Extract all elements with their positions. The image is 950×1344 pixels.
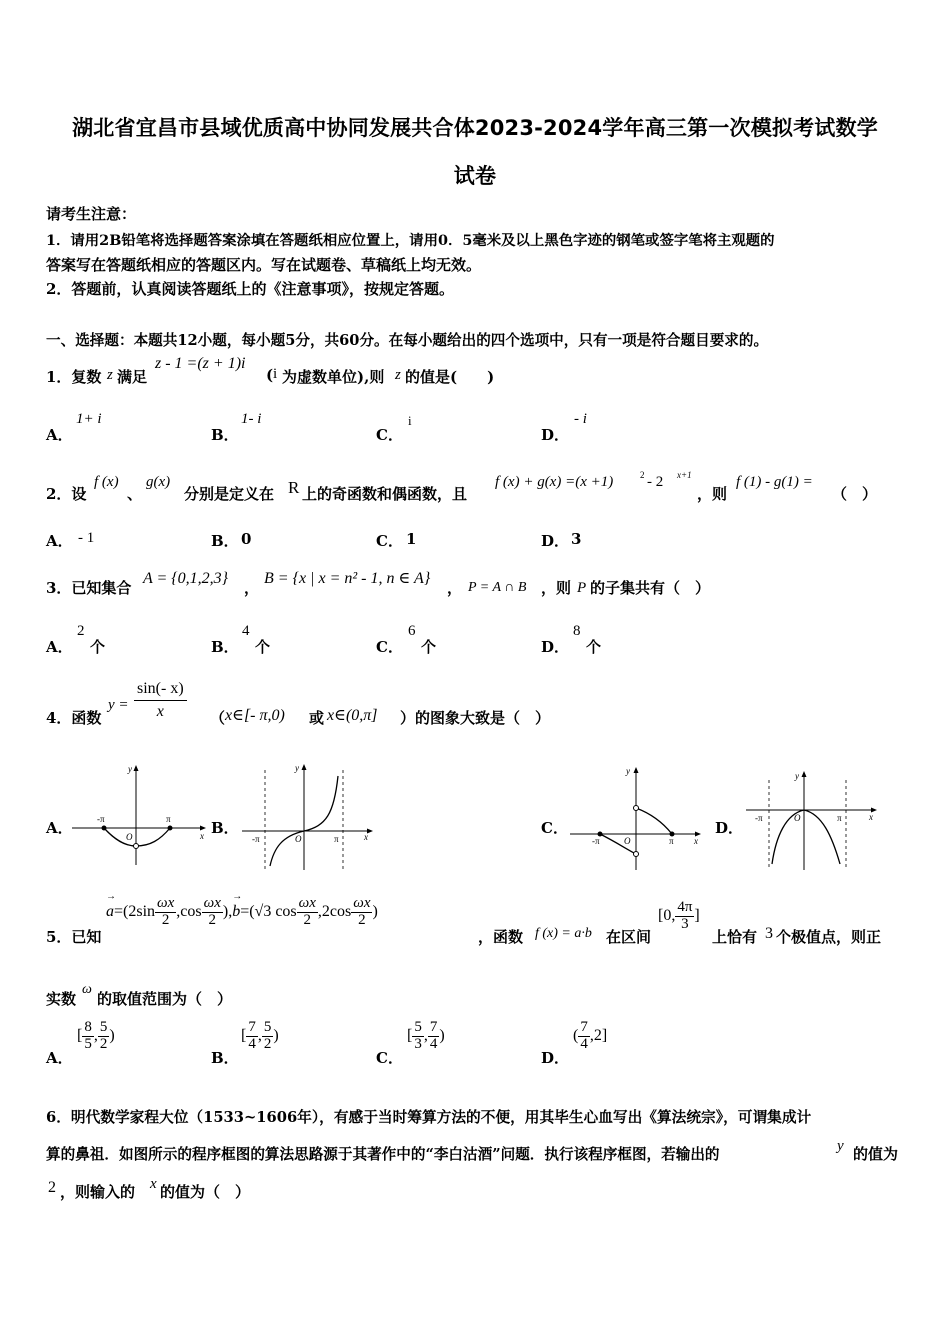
graph-b-x-label: x	[364, 832, 368, 842]
q2-gx: g(x)	[146, 474, 171, 490]
graph-a-point-right	[168, 826, 173, 831]
q1-var-z: z	[107, 367, 113, 383]
q2-ask: f (1) - g(1) =	[736, 474, 813, 490]
q5-int-l: [0,	[658, 907, 676, 925]
q3-comma: ，	[244, 579, 260, 597]
q4-graph-c	[566, 762, 706, 874]
graph-d-negpi-label: -π	[755, 813, 763, 823]
graph-a-pi-label: π	[166, 814, 171, 824]
q4-domain2: x∈(0,π]	[327, 707, 378, 724]
q5-exact: 上恰有	[712, 928, 758, 946]
q3-option-b-unit: 个	[255, 638, 271, 656]
graph-c-right-curve	[636, 808, 672, 834]
q5-prefix: 5．已知	[46, 928, 102, 946]
notice-heading: 请考生注意：	[46, 205, 137, 223]
graph-d-pi-label: π	[837, 813, 842, 823]
q4-domain1: x∈[- π,0)	[225, 707, 285, 724]
q6-two: 2	[48, 1179, 56, 1196]
document-title-line2: 试卷	[453, 164, 497, 188]
q5-frac-3: $\frac{\omega x}{2}$	[298, 895, 316, 928]
notice-item1-line2: 答案写在答题纸相应的答题区内。写在试题卷、草稿纸上均无效。	[46, 256, 482, 274]
graph-c-pi-label: π	[669, 836, 674, 846]
q2-equation: f (x) + g(x) =(x +1)	[495, 474, 614, 490]
q6-line2-prefix: 算的鼻祖．如图所示的程序框图的算法思路源于其著作中的“李白沽酒”问题．执行该程序框图，若输出的	[46, 1146, 720, 1163]
graph-d-curve	[772, 810, 840, 864]
q6-line3: ，则输入的	[60, 1183, 136, 1201]
graph-d-origin-label: O	[794, 813, 801, 823]
section-heading: 一、选择题：本题共12小题，每小题5分，共60分。在每小题给出的四个选项中，只有一项是符合题目要求的。	[46, 332, 769, 349]
q2-option-d-label[interactable]: D．	[541, 532, 570, 550]
q3-setB: B = {x | x = n² - 1, n ∈ A}	[264, 570, 431, 587]
graph-c-left-curve	[600, 834, 636, 854]
q3-suffix: 的子集共有（ ）	[590, 579, 711, 597]
q5-option-d-label[interactable]: D．	[541, 1049, 570, 1067]
notice-item1-line1: 1．请用2B铅笔将选择题答案涂填在答题纸相应位置上，请用0．5毫米及以上黑色字迹的钢笔或签字笔将主观题的	[46, 232, 775, 249]
graph-c-origin-label: O	[624, 836, 631, 846]
q3-option-c-value: 6	[408, 623, 416, 639]
notice-item2: 2．答题前，认真阅读答题纸上的《注意事项》，按规定答题。	[46, 280, 454, 298]
q1-equation: z - 1 =(z + 1)i	[155, 355, 246, 372]
graph-c-y-label: y	[626, 766, 630, 776]
q5-option-c-label[interactable]: C．	[376, 1049, 403, 1067]
graph-b-y-label: y	[295, 763, 299, 773]
graph-a-x-label: x	[200, 831, 204, 841]
q5-option-b-value: [ $\frac{7}{4}$ , $\frac{5}{2}$ )	[241, 1019, 279, 1052]
graph-b-origin-label: O	[295, 834, 302, 844]
q3-option-d-label[interactable]: D．	[541, 638, 570, 656]
graph-a-point-left	[102, 826, 107, 831]
q5-close-b: )	[372, 903, 378, 921]
q5-option-b-label[interactable]: B．	[211, 1049, 239, 1067]
q1-option-a-label[interactable]: A．	[46, 426, 73, 444]
q5-cos2: ,2cos	[317, 903, 352, 921]
q1-suffix: 的值是( )	[405, 368, 495, 386]
q4-option-a-label[interactable]: A．	[46, 819, 73, 837]
q3-then: ，则	[541, 579, 572, 597]
graph-c-hollow-bottom	[634, 852, 639, 857]
q3-option-a-value: 2	[77, 623, 85, 639]
graph-d-y-label: y	[795, 771, 799, 781]
q1-option-d-value: - i	[574, 411, 587, 427]
graph-c-point-right	[670, 832, 675, 837]
q1-note: 为虚数单位),则	[282, 368, 385, 386]
q4-graph-a	[70, 760, 210, 870]
q2-suffix: （ ）	[832, 485, 878, 503]
q5-vec-a: → a	[106, 891, 116, 921]
q4-option-d-label[interactable]: D．	[715, 819, 744, 837]
q2-option-d-value: 3	[571, 530, 582, 548]
q5-vector-expression	[106, 891, 378, 929]
q2-option-a-label[interactable]: A．	[46, 532, 73, 550]
q5-option-c-value: [ $\frac{5}{3}$ , $\frac{7}{4}$ )	[407, 1019, 445, 1052]
q1-option-c-value: i	[408, 413, 412, 428]
q5-three: 3	[765, 925, 773, 942]
q5-int-r: ]	[694, 907, 700, 925]
q3-option-b-label[interactable]: B．	[211, 638, 239, 656]
q3-prefix: 3．已知集合	[46, 579, 132, 597]
q2-exp2: 2	[640, 470, 645, 480]
q2-mid2: 上的奇函数和偶函数，且	[302, 485, 468, 503]
q4-graph-d	[742, 766, 882, 874]
q1-option-a-value: 1+ i	[76, 411, 102, 427]
q5-line2-prefix: 实数	[46, 990, 77, 1008]
q1-i: i	[273, 366, 278, 382]
graph-c-x-label: x	[694, 836, 698, 846]
q4-numerator: sin(- x)	[134, 680, 187, 701]
graph-c-negpi-label: -π	[592, 836, 600, 846]
q1-prefix: 1．复数	[46, 368, 102, 386]
q2-prefix: 2．设	[46, 485, 87, 503]
q3-option-d-value: 8	[573, 623, 581, 639]
q4-suffix: ）的图象大致是（ ）	[400, 709, 551, 727]
q5-line2-suffix: 的取值范围为（ ）	[97, 990, 233, 1008]
q2-option-c-value: 1	[406, 530, 417, 548]
q5-option-a-value: [ $\frac{8}{5}$ , $\frac{5}{2}$ )	[77, 1019, 115, 1052]
q5-tail: 个极值点，则正	[776, 928, 882, 946]
q3-option-a-label[interactable]: A．	[46, 638, 73, 656]
q6-line2-suffix: 的值为	[853, 1145, 899, 1163]
q2-option-b-label[interactable]: B．	[211, 532, 239, 550]
q2-minus2: - 2	[647, 474, 664, 490]
q2-then: ，则	[697, 485, 728, 503]
q1-mid: 满足	[117, 368, 148, 386]
q5-frac-2: $\frac{\omega x}{2}$	[203, 895, 221, 928]
q6-y: y	[837, 1138, 844, 1154]
q5-cos: ,cos	[176, 903, 202, 921]
q5-option-a-label[interactable]: A．	[46, 1049, 73, 1067]
graph-a-hollow-point	[134, 844, 139, 849]
graph-b-negpi-label: -π	[252, 834, 260, 844]
q3-setA: A = {0,1,2,3}	[143, 570, 229, 587]
q2-expx: x+1	[677, 470, 692, 480]
graph-c-point-left	[598, 832, 603, 837]
graph-d-x-label: x	[869, 812, 873, 822]
q5-mid: ，函数	[478, 928, 524, 946]
q4-y: y =	[108, 697, 129, 713]
q1-option-d-label[interactable]: D．	[541, 426, 570, 444]
q1-option-b-value: 1- i	[241, 411, 262, 427]
q2-mid: 分别是定义在	[184, 485, 275, 503]
q4-open: （	[210, 709, 226, 727]
q2-R: R	[288, 478, 300, 497]
q3-option-b-value: 4	[242, 623, 250, 639]
q3-option-c-label[interactable]: C．	[376, 638, 403, 656]
q1-option-c-label[interactable]: C．	[376, 426, 403, 444]
graph-b-pi-label: π	[334, 834, 339, 844]
graph-a-y-label: y	[128, 764, 132, 774]
q2-option-a-value: - 1	[78, 530, 95, 546]
q4-or: 或	[309, 709, 325, 727]
q5-omega: ω	[82, 982, 92, 997]
q1-var-z2: z	[395, 367, 401, 383]
q5-vec-b: → b	[232, 891, 243, 921]
graph-a-negpi-label: -π	[97, 814, 105, 824]
q5-f: f (x) = a·b	[535, 926, 592, 941]
q3-comma2: ，	[447, 579, 463, 597]
q3-option-a-unit: 个	[90, 638, 106, 656]
q5-interval-expression	[658, 900, 700, 933]
q4-option-b-label[interactable]: B．	[211, 819, 239, 837]
q3-setP: P = A ∩ B	[468, 580, 527, 595]
q2-option-b-value: 0	[241, 530, 252, 548]
document-title-line1: 湖北省宜昌市县域优质高中协同发展共合体2023-2024学年高三第一次模拟考试数学	[72, 116, 878, 140]
q5-close-a: ),	[222, 903, 233, 921]
q5-eq-a1: =(2sin	[114, 903, 156, 921]
q6-x: x	[150, 1176, 157, 1192]
graph-a-origin-label: O	[126, 832, 133, 842]
q2-sep: 、	[127, 485, 143, 503]
q6-line1: 6．明代数学家程大位（1533~1606年），有感于当时筹算方法的不便，用其毕生心血写出《算法统宗》，可谓集成计	[46, 1109, 812, 1126]
q4-graph-b	[238, 758, 378, 876]
q6-line3-suffix: 的值为（ ）	[160, 1183, 251, 1201]
q4-fraction	[134, 680, 187, 721]
q1-paren: (	[266, 366, 274, 384]
q3-P: P	[577, 580, 587, 596]
q1-option-b-label[interactable]: B．	[211, 426, 239, 444]
q4-option-c-label[interactable]: C．	[541, 819, 568, 837]
graph-c-hollow-top	[634, 806, 639, 811]
q5-frac-1: $\frac{\omega x}{2}$	[157, 895, 175, 928]
q4-denominator: x	[156, 703, 164, 720]
q4-prefix: 4．函数	[46, 709, 102, 727]
q5-int-frac: $\frac{4\pi}{3}$	[677, 899, 693, 932]
q2-fx: f (x)	[94, 474, 119, 490]
q3-option-d-unit: 个	[586, 638, 602, 656]
q5-interval: 在区间	[606, 928, 652, 946]
q2-option-c-label[interactable]: C．	[376, 532, 403, 550]
q5-option-d-value: ( $\frac{7}{4}$ , 2 ]	[573, 1019, 608, 1052]
q5-frac-4: $\frac{\omega x}{2}$	[353, 895, 371, 928]
q3-option-c-unit: 个	[421, 638, 437, 656]
q5-eq-b1: =(√3 cos	[240, 903, 297, 921]
